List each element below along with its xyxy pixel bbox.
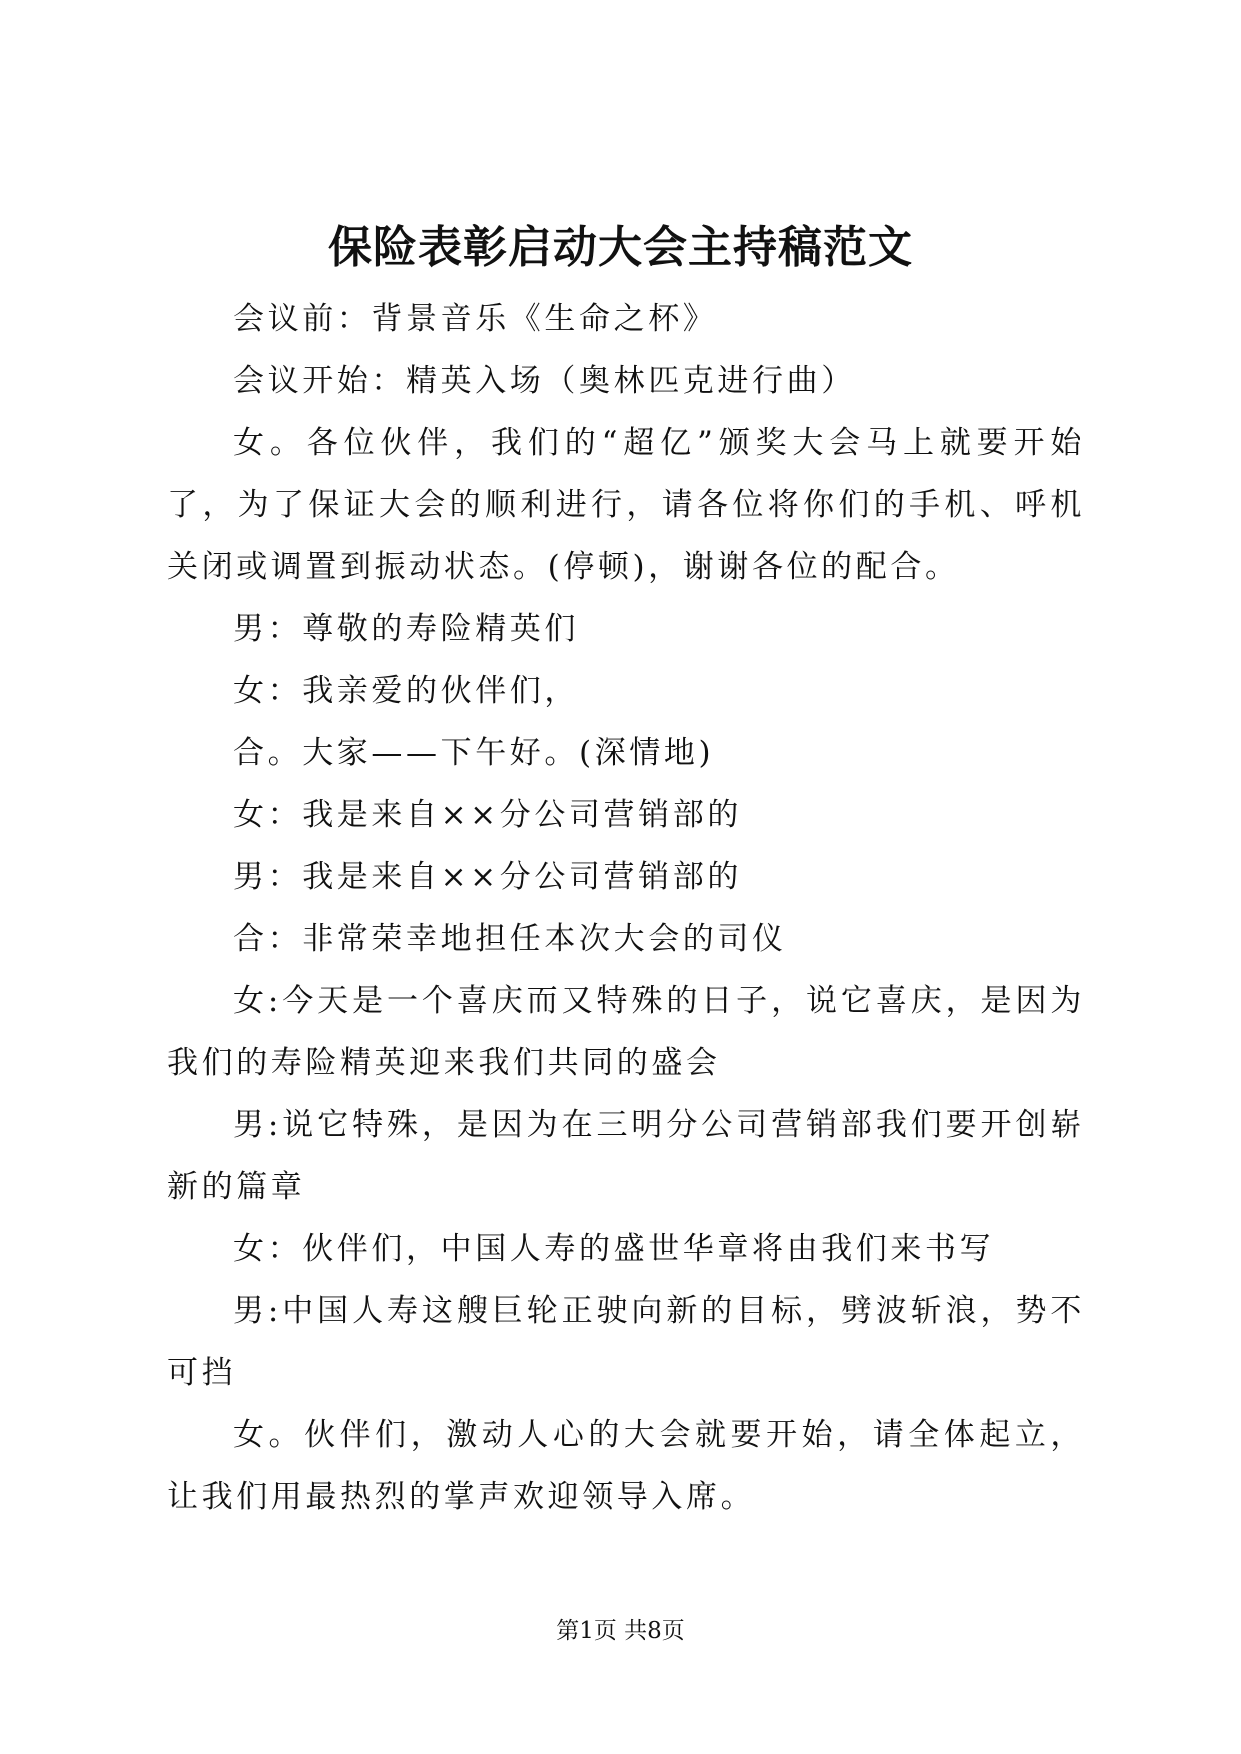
paragraph-5: 女：我亲爱的伙伴们， — [233, 673, 579, 709]
paragraph-7: 女：我是来自××分公司营销部的 — [233, 797, 742, 833]
document-title: 保险表彰启动大会主持稿范文 — [328, 222, 913, 273]
page-footer: 第1页 共8页 — [556, 1618, 685, 1644]
paragraph-6: 合。大家——下午好。(深情地) — [233, 735, 715, 771]
paragraph-12: 女：伙伴们，中国人寿的盛世华章将由我们来书写 — [233, 1231, 995, 1267]
paragraph-13: 男:中国人寿这艘巨轮正驶向新的目标，劈波斩浪，势不可挡 — [167, 1293, 1085, 1391]
paragraph-3: 女。各位伙伴，我们的“超亿”颁奖大会马上就要开始了，为了保证大会的顺利进行，请各位将你们的手机、呼机关闭或调置到振动状态。(停顿)，谢谢各位的配合。 — [167, 425, 1085, 585]
paragraph-2: 会议开始：精英入场（奥林匹克进行曲） — [233, 363, 856, 399]
paragraph-4: 男：尊敬的寿险精英们 — [233, 611, 579, 647]
paragraph-11: 男:说它特殊，是因为在三明分公司营销部我们要开创崭新的篇章 — [167, 1107, 1085, 1205]
document-body — [167, 288, 1085, 1528]
paragraph-10: 女:今天是一个喜庆而又特殊的日子，说它喜庆，是因为我们的寿险精英迎来我们共同的盛会 — [167, 983, 1085, 1081]
paragraph-9: 合：非常荣幸地担任本次大会的司仪 — [233, 921, 787, 957]
paragraph-1: 会议前：背景音乐《生命之杯》 — [233, 301, 718, 337]
paragraph-14: 女。伙伴们，激动人心的大会就要开始，请全体起立，让我们用最热烈的掌声欢迎领导入席。 — [167, 1417, 1085, 1515]
paragraph-8: 男：我是来自××分公司营销部的 — [233, 859, 742, 895]
